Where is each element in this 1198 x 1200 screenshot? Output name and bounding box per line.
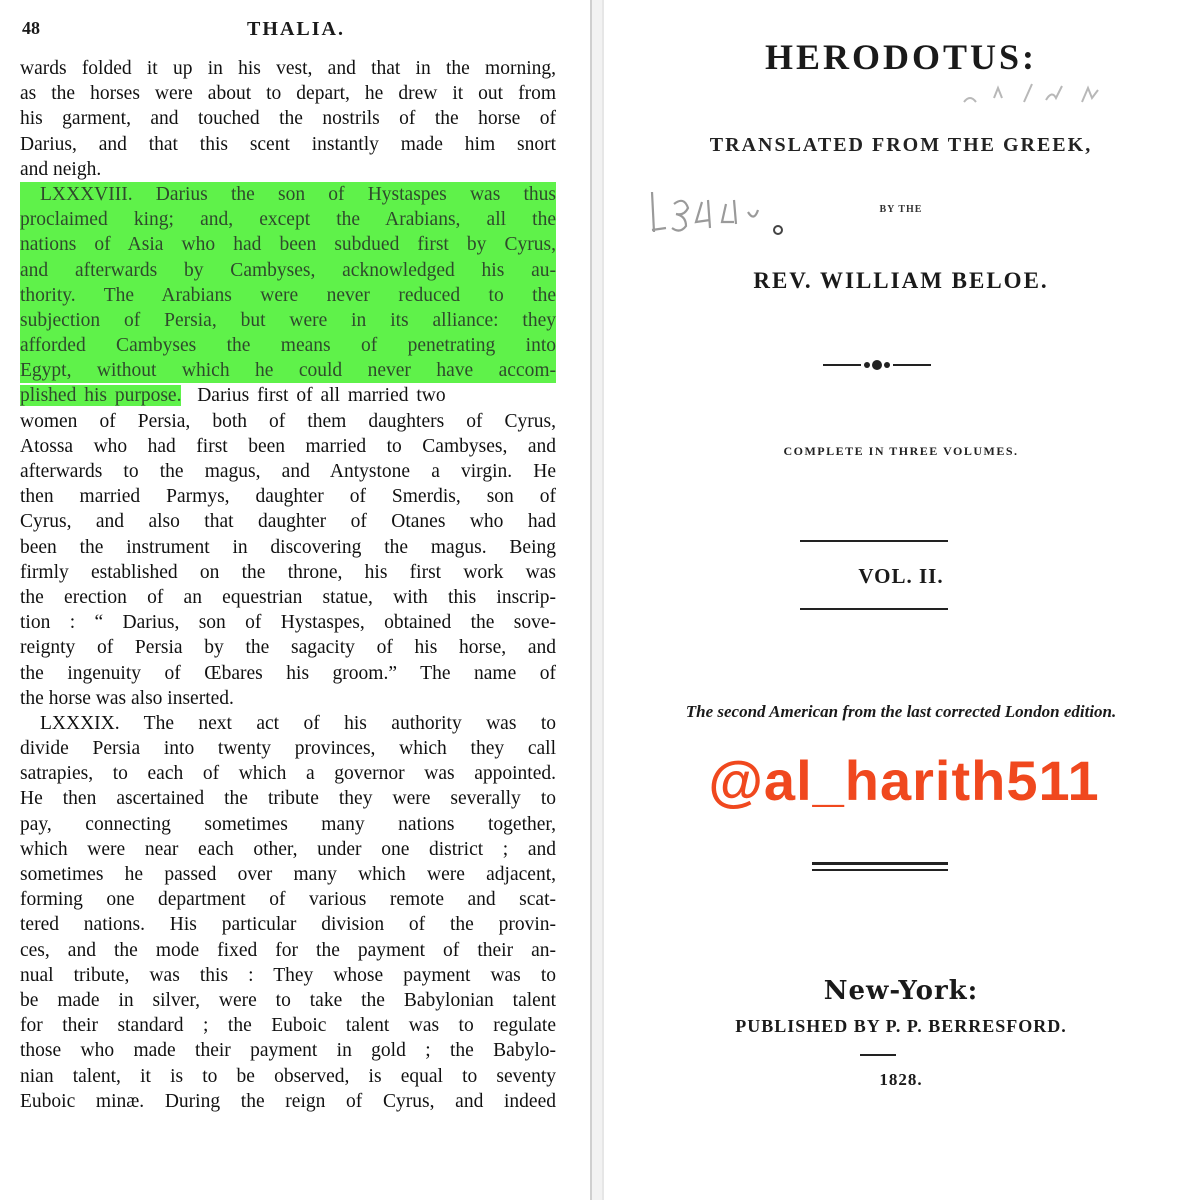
line-text: be made in silver, were to take the Babylonian talent bbox=[20, 989, 556, 1011]
line-text: tion : “ Darius, son of Hystaspes, obtained the sove- bbox=[20, 612, 556, 634]
line-text: those who made their payment in gold ; the Babylo- bbox=[20, 1040, 556, 1062]
line-text: Atossa who had first been married to Cambyses, and bbox=[20, 435, 556, 457]
text-line bbox=[20, 509, 556, 534]
book-title: HERODOTUS: bbox=[764, 37, 1038, 77]
text-line bbox=[20, 786, 556, 811]
text-line bbox=[20, 535, 556, 560]
highlighted-text-line bbox=[20, 232, 556, 257]
body-text bbox=[20, 56, 556, 1114]
line-text: the horse was also inserted. bbox=[20, 687, 234, 709]
left-book-page bbox=[0, 0, 590, 1200]
text-line bbox=[20, 585, 556, 610]
watermark-handle: @al_harith511 bbox=[708, 749, 1100, 812]
line-text: Egypt, without which he could never have accom- bbox=[20, 360, 556, 382]
line-text: forming one department of various remote and scat- bbox=[20, 889, 556, 911]
line-text: wards folded it up in his vest, and that in the morning, bbox=[20, 58, 556, 79]
text-line bbox=[20, 862, 556, 887]
line-text: divide Persia into twenty provinces, which they call bbox=[20, 738, 556, 760]
line-text: then married Parmys, daughter of Smerdis, son of bbox=[20, 486, 556, 508]
line-text: sometimes he passed over many which were adjacent, bbox=[20, 864, 556, 885]
text-line bbox=[20, 736, 556, 761]
title-page bbox=[604, 0, 1198, 1200]
text-line bbox=[20, 837, 556, 862]
publication-place: New-York: bbox=[823, 976, 979, 1006]
text-line bbox=[20, 106, 556, 131]
text-line bbox=[20, 912, 556, 937]
text-line bbox=[20, 81, 556, 106]
short-rule bbox=[860, 1054, 896, 1056]
highlighted-text-line bbox=[20, 308, 556, 333]
line-text: Cyrus, and also that daughter of Otanes who had bbox=[20, 511, 556, 533]
text-line bbox=[20, 610, 556, 635]
double-rule bbox=[812, 862, 948, 871]
text-line bbox=[20, 1064, 556, 1089]
highlighted-text-line bbox=[20, 283, 556, 308]
rule-top bbox=[800, 540, 948, 542]
line-text: pay, connecting sometimes many nations together, bbox=[20, 813, 556, 835]
highlighted-text-line bbox=[20, 207, 556, 232]
line-text: He then ascertained the tribute they were severally to bbox=[20, 788, 556, 810]
handwritten-mark-top bbox=[954, 72, 1124, 116]
text-line bbox=[20, 711, 556, 736]
page-number: 48 bbox=[22, 18, 40, 38]
text-line bbox=[20, 686, 556, 711]
text-line bbox=[20, 761, 556, 786]
line-text: reignty of Persia by the sagacity of his horse, and bbox=[20, 637, 556, 659]
line-text: for their standard ; the Euboic talent was to regulate bbox=[20, 1015, 556, 1037]
line-text: afterwards to the magus, and Antystone a virgin. He bbox=[20, 461, 556, 482]
text-line bbox=[20, 812, 556, 837]
text-line bbox=[20, 963, 556, 988]
line-text: thority. The Arabians were never reduced to the bbox=[20, 284, 556, 306]
page-gutter bbox=[590, 0, 604, 1200]
highlighted-fragment: plished his purpose. bbox=[20, 385, 182, 407]
publication-year: 1828. bbox=[879, 1070, 923, 1089]
text-line bbox=[20, 383, 556, 408]
edition-note: The second American from the last corrected London edition. bbox=[685, 702, 1117, 721]
line-text: LXXXIX. The next act of his authority was to bbox=[40, 712, 556, 734]
line-text: subjection of Persia, but were in its alliance: they bbox=[20, 309, 556, 331]
line-text: women of Persia, both of them daughters of Cyrus, bbox=[20, 410, 556, 432]
line-text: Darius, and that this scent instantly made him snort bbox=[20, 133, 556, 155]
line-text: the ingenuity of Œbares his groom.” The name of bbox=[20, 662, 556, 684]
line-text: tered nations. His particular division of the provin- bbox=[20, 914, 556, 936]
line-text: ces, and the mode fixed for the payment of their an- bbox=[20, 939, 556, 961]
line-text: and afterwards by Cambyses, acknowledged his au- bbox=[20, 259, 556, 281]
text-line bbox=[20, 988, 556, 1013]
line-text: his garment, and touched the nostrils of the horse of bbox=[20, 108, 556, 130]
volume-label: VOL. II. bbox=[858, 564, 944, 588]
text-line bbox=[20, 409, 556, 434]
publisher: PUBLISHED BY P. P. BERRESFORD. bbox=[735, 1016, 1067, 1036]
complete-in-volumes-note: COMPLETE IN THREE VOLUMES. bbox=[783, 444, 1019, 458]
text-line bbox=[20, 635, 556, 660]
line-text: as the horses were about to depart, he drew it out from bbox=[20, 83, 556, 105]
line-text: nual tribute, was this : They whose payment was to bbox=[20, 964, 556, 986]
line-text: Darius first of all married two bbox=[181, 385, 446, 407]
line-text: satrapies, to each of which a governor was appointed. bbox=[20, 763, 556, 785]
text-line bbox=[20, 1013, 556, 1038]
highlighted-text-line bbox=[20, 333, 556, 358]
text-line bbox=[20, 887, 556, 912]
text-line bbox=[20, 56, 556, 81]
by-the-label: BY THE bbox=[879, 204, 923, 215]
text-line bbox=[20, 1038, 556, 1063]
line-text: nian talent, it is to be observed, is equal to seventy bbox=[20, 1065, 556, 1087]
line-text: Euboic minæ. During the reign of Cyrus, and indeed bbox=[20, 1090, 556, 1112]
line-text: nations of Asia who had been subdued first by Cyrus, bbox=[20, 234, 556, 256]
line-text: proclaimed king; and, except the Arabians, all the bbox=[20, 209, 556, 231]
line-text: afforded Cambyses the means of penetrating into bbox=[20, 335, 556, 357]
highlighted-text-line bbox=[20, 258, 556, 283]
book-subtitle: TRANSLATED FROM THE GREEK, bbox=[709, 134, 1093, 156]
ornament-divider-icon bbox=[821, 358, 933, 372]
running-head: THALIA. bbox=[247, 18, 345, 40]
rule-bottom bbox=[800, 608, 948, 610]
text-line bbox=[20, 459, 556, 484]
highlighted-text-line bbox=[20, 358, 556, 383]
line-text: which were near each other, under one district ; and bbox=[20, 838, 556, 860]
text-line bbox=[20, 157, 556, 182]
text-line bbox=[20, 1089, 556, 1114]
text-line bbox=[20, 560, 556, 585]
author-name: REV. WILLIAM BELOE. bbox=[753, 268, 1049, 293]
text-line bbox=[20, 484, 556, 509]
text-line bbox=[20, 434, 556, 459]
text-line bbox=[20, 938, 556, 963]
line-text: LXXXVIII. Darius the son of Hystaspes was thus bbox=[40, 183, 556, 205]
line-text: firmly established on the throne, his first work was bbox=[20, 561, 556, 583]
text-line bbox=[20, 132, 556, 157]
line-text: been the instrument in discovering the magus. Being bbox=[20, 536, 556, 558]
highlighted-text-line bbox=[20, 182, 556, 207]
line-text: and neigh. bbox=[20, 158, 102, 180]
line-text: the erection of an equestrian statue, with this inscrip- bbox=[20, 586, 556, 608]
page-header bbox=[22, 18, 570, 48]
text-line bbox=[20, 661, 556, 686]
